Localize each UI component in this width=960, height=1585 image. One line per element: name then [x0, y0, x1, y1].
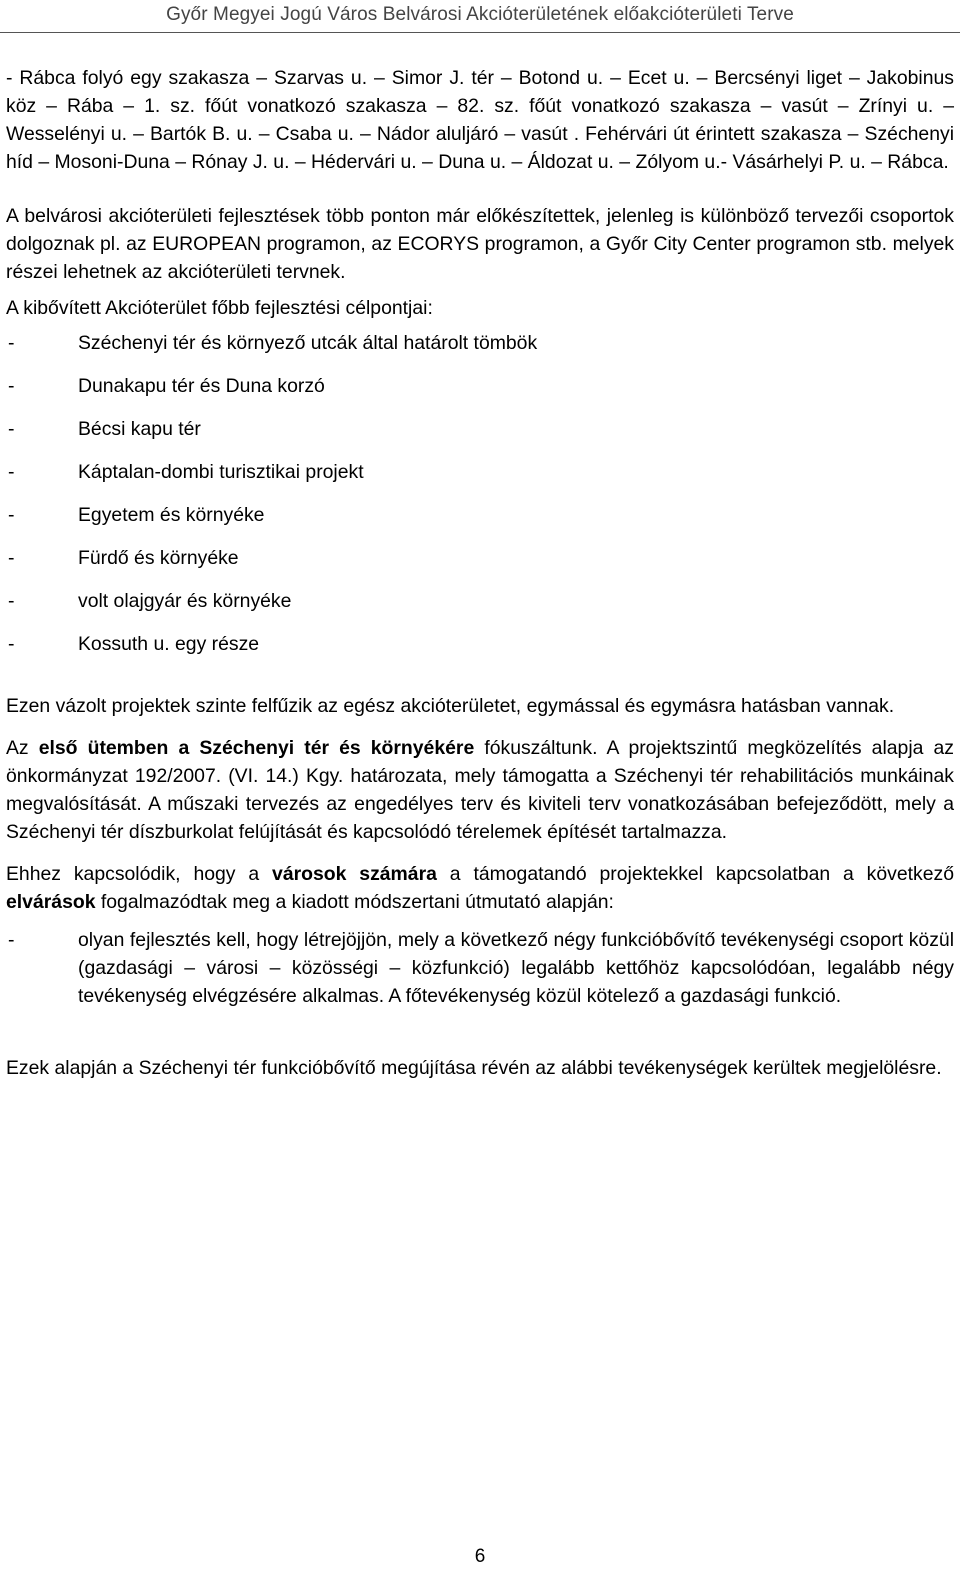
target-item: - Dunakapu tér és Duna korzó [6, 365, 954, 408]
first-phase-text-1: Az [6, 737, 39, 759]
developments-paragraph: A belvárosi akcióterületi fejlesztések több ponton már előkészítettek, jelenleg is különböző tervezői csoportok dolgoznak pl. az EUROPEAN programon, az ECORYS programon, a Győr City Center programon stb. melyek részei lehetnek az akcióterületi tervnek. [6, 205, 954, 283]
target-item: - Egyetem és környéke [6, 494, 954, 537]
expectations-paragraph [6, 860, 954, 916]
requirements-list [6, 926, 954, 1010]
page-content [6, 64, 954, 1082]
expectations-text-1: Ehhez kapcsolódik, hogy a [6, 863, 273, 885]
header-rule [0, 32, 960, 33]
page-number: 6 [474, 1546, 486, 1567]
header-title: Győr Megyei Jogú Város Belvárosi Akcióterületének előakcióterületi Terve [166, 4, 794, 25]
requirement-item: - olyan fejlesztés kell, hogy létrejöjjön, mely a következő négy funkcióbővítő tevékenységi csoport közül (gazdasági – városi – közösségi – közfunkció) legalább kettőhöz kapcsolódóan, legalább négy tevékenység elvégzésére alkalmas. A főtevékenység közül kötelező a gazdasági funkció. [6, 926, 954, 1010]
first-phase-paragraph [6, 734, 954, 846]
first-phase-text-2: fókuszáltunk. A projektszintű megközelítés alapja az önkormányzat 192/2007. (VI. 14.) Kgy. határozata, mely támogatta a Széchenyi tér rehabilitációs munkáinak megvalósítását. A műszaki tervezés az engedélyes terv és kiviteli terv vonatkozásában befejeződött, mely a Széchenyi tér díszburkolat felújítását és kapcsolódó térelemek építését tartalmazza. [6, 737, 954, 843]
target-item: - Széchenyi tér és környező utcák által határolt tömbök [6, 322, 954, 365]
linked-projects-paragraph: Ezen vázolt projektek szinte felfűzik az egész akcióterületet, egymással és egymásra hatásban vannak. [6, 695, 895, 717]
targets-intro: A kibővített Akcióterület főbb fejlesztési célpontjai: [6, 297, 433, 319]
conclusion-paragraph: Ezek alapján a Széchenyi tér funkcióbővítő megújítása révén az alábbi tevékenységek kerültek megjelölésre. [6, 1057, 942, 1079]
target-item: - volt olajgyár és környéke [6, 580, 954, 623]
page-header [0, 0, 960, 36]
targets-list [6, 322, 954, 666]
street-boundary-paragraph: - Rábca folyó egy szakasza – Szarvas u. – Simor J. tér – Botond u. – Ecet u. – Bercsényi liget – Jakobinus köz – Rába – 1. sz. főút vonatkozó szakasza – 82. sz. főút vonatkozó szakasza – vasút – Zrínyi u. – Wesselényi u. – Bartók B. u. – Csaba u. – Nádor aluljáró – vasút . Fehérvári út érintett szakasza – Széchenyi híd – Mosoni-Duna – Rónay J. u. – Hédervári u. – Duna u. – Áldozat u. – Zólyom u.- Vásárhelyi P. u. – Rábca. [6, 67, 954, 173]
expectations-bold-1: városok számára [272, 863, 437, 885]
expectations-bold-2: elvárások [6, 891, 96, 913]
expectations-text-3: fogalmazódtak meg a kiadott módszertani útmutató alapján: [95, 891, 614, 913]
target-item: - Bécsi kapu tér [6, 408, 954, 451]
expectations-text-2: a támogatandó projektekkel kapcsolatban a következő [436, 863, 954, 885]
first-phase-bold: első ütemben a Széchenyi tér és környékére [38, 737, 475, 759]
target-item: - Kossuth u. egy része [6, 623, 954, 666]
target-item: - Fürdő és környéke [6, 537, 954, 580]
target-item: - Káptalan-dombi turisztikai projekt [6, 451, 954, 494]
